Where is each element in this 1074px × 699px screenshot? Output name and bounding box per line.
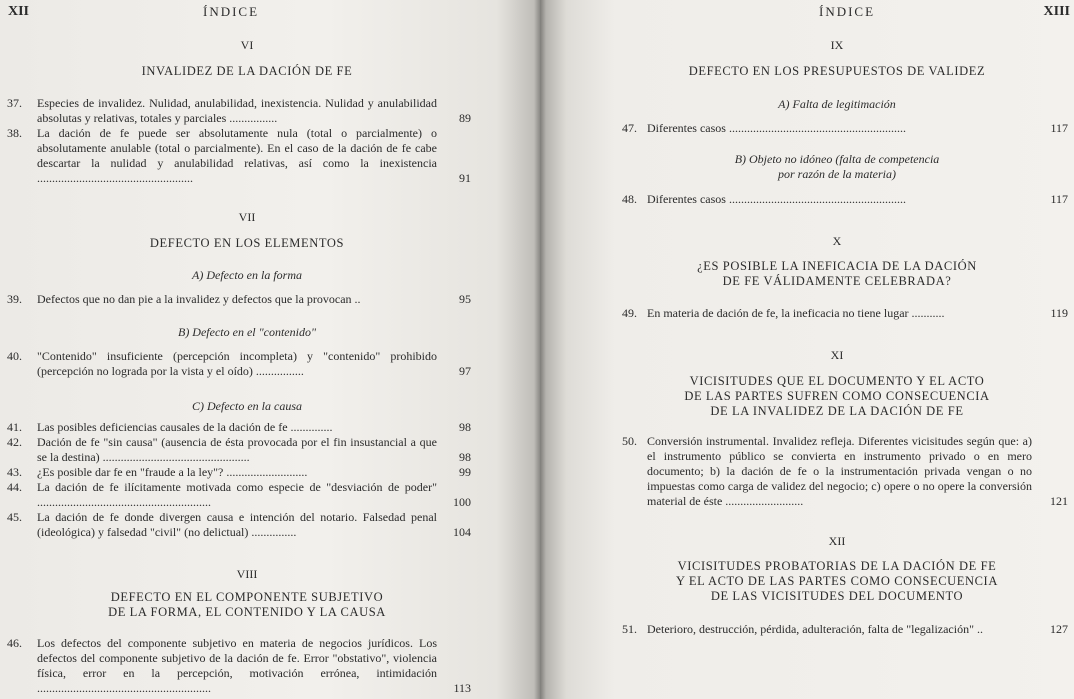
subsection-a-wrap	[622, 97, 1052, 112]
running-head: ÍNDICE	[203, 4, 260, 19]
entry-number: 38.	[7, 126, 22, 140]
entry-page: 104	[453, 525, 471, 539]
entry-list-xi	[622, 434, 1068, 509]
running-head: ÍNDICE	[819, 4, 876, 19]
section-xii-title-wrap	[622, 559, 1052, 604]
entry-number: 43.	[7, 465, 22, 479]
entry-list-x	[622, 306, 1068, 321]
entry-text: Defectos que no dan pie a la invalidez y defectos que la provocan ..	[37, 292, 361, 306]
entry-page: 119	[1050, 306, 1068, 320]
entry-number: 39.	[7, 292, 22, 306]
entry-list-ix-a	[622, 121, 1068, 136]
toc-entry[interactable]	[622, 434, 1068, 509]
entry-text: En materia de dación de fe, la ineficacia no tiene lugar ...........	[647, 306, 945, 320]
section-viii	[37, 567, 457, 582]
entry-text: Especies de invalidez. Nulidad, anulabilidad, inexistencia. Nulidad y anulabilidad absolutas y relativas, totales y parciales ................	[37, 96, 437, 125]
chapter-title-line: DEFECTO EN EL COMPONENTE SUBJETIVO	[110, 590, 384, 604]
chapter-title: DEFECTO EN LOS ELEMENTOS	[149, 236, 345, 250]
subsection-b-wrap	[622, 152, 1052, 182]
section-ix-title-wrap	[622, 64, 1052, 79]
toc-entry[interactable]	[7, 465, 471, 480]
chapter-title: DEFECTO EN LOS PRESUPUESTOS DE VALIDEZ	[688, 64, 986, 78]
entry-text: Diferentes casos ...........................................................	[647, 192, 906, 206]
subsection-heading: C) Defecto en la causa	[192, 399, 302, 413]
chapter-number: IX	[830, 38, 844, 52]
entry-number: 46.	[7, 636, 22, 650]
entry-page: 98	[459, 450, 471, 464]
entry-list-vii-b	[7, 349, 471, 379]
toc-entry[interactable]	[622, 306, 1068, 321]
book-gutter	[534, 0, 546, 699]
toc-entry[interactable]	[7, 292, 471, 307]
subsection-c-wrap	[37, 399, 457, 414]
toc-entry[interactable]	[7, 349, 471, 379]
entry-text: Conversión instrumental. Invalidez refleja. Diferentes vicisitudes según que: a) el instrumento público se convierta en instrumento privado o en mero documento; b) la dación de fe o la instrumentación privada vengan o no impuestas como carga de validez del negocio; c) opere o no opere la conversión material de éste ..........................	[647, 434, 1032, 508]
section-vii-title-wrap	[37, 236, 457, 251]
entry-text: ¿Es posible dar fe en "fraude a la ley"? ...........................	[37, 465, 308, 479]
entry-text: La dación de fe donde divergen causa e intención del notario. Falsedad penal (ideológica) y falsedad "civil" (no delictual) ...............	[37, 510, 437, 539]
subsection-a-wrap	[37, 268, 457, 283]
section-ix	[622, 38, 1052, 53]
chapter-number: VII	[238, 210, 256, 224]
entry-text: La dación de fe ilícitamente motivada como especie de "desviación de poder" ..........................................................	[37, 480, 437, 509]
entry-text: Deterioro, destrucción, pérdida, adulteración, falta de "legalización" ..	[647, 622, 983, 636]
section-x-title-wrap	[622, 259, 1052, 289]
toc-entry[interactable]	[622, 192, 1068, 207]
entry-page: 99	[459, 465, 471, 479]
toc-entry[interactable]	[7, 480, 471, 510]
entry-number: 47.	[622, 121, 637, 135]
entry-page: 98	[459, 420, 471, 434]
entry-page: 117	[1050, 121, 1068, 135]
toc-entry[interactable]	[7, 96, 471, 126]
toc-entry[interactable]	[7, 510, 471, 540]
chapter-title: INVALIDEZ DE LA DACIÓN DE FE	[141, 64, 353, 78]
chapter-number: VIII	[236, 567, 258, 581]
right-page	[540, 0, 1074, 699]
toc-entry[interactable]	[622, 622, 1068, 637]
chapter-title-line: DE LAS PARTES SUFREN COMO CONSECUENCIA	[684, 389, 990, 403]
entry-number: 49.	[622, 306, 637, 320]
entry-page: 89	[459, 111, 471, 125]
subsection-heading: B) Defecto en el "contenido"	[177, 325, 317, 339]
entry-number: 48.	[622, 192, 637, 206]
entry-number: 42.	[7, 435, 22, 449]
subsection-heading-line: por razón de la materia)	[778, 167, 896, 181]
chapter-number: XII	[828, 534, 846, 548]
subsection-b-wrap	[37, 325, 457, 340]
entry-list-vii-c	[7, 420, 471, 540]
entry-number: 41.	[7, 420, 22, 434]
chapter-number: X	[832, 234, 842, 248]
entry-page: 121	[1050, 494, 1068, 508]
chapter-title-line: VICISITUDES PROBATORIAS DE LA DACIÓN DE FE	[677, 559, 997, 573]
entry-number: 50.	[622, 434, 637, 448]
chapter-title-line: DE LA INVALIDEZ DE LA DACIÓN DE FE	[710, 404, 964, 418]
entry-number: 40.	[7, 349, 22, 363]
chapter-title-line: ¿ES POSIBLE LA INEFICACIA DE LA DACIÓN	[697, 259, 977, 273]
section-x	[622, 234, 1052, 249]
toc-entry[interactable]	[7, 636, 471, 696]
subsection-heading: A) Falta de legitimación	[778, 97, 896, 111]
toc-entry[interactable]	[7, 420, 471, 435]
entry-list-vii-a	[7, 292, 471, 307]
entry-page: 117	[1050, 192, 1068, 206]
entry-list-viii	[7, 636, 471, 696]
entry-page: 97	[459, 364, 471, 378]
toc-entry[interactable]	[7, 126, 471, 186]
entry-list-vi	[7, 96, 471, 186]
section-xii	[622, 534, 1052, 549]
entry-text: Los defectos del componente subjetivo en materia de negocios jurídicos. Los defectos del componente subjetivo de la dación de fe. Error "obstativo", violencia física, error en la percepción, motivación errónea, intimidación ..........................................................	[37, 636, 437, 695]
entry-page: 100	[453, 495, 471, 509]
entry-list-xii	[622, 622, 1068, 637]
chapter-title-line: Y EL ACTO DE LAS PARTES COMO CONSECUENCIA	[676, 574, 998, 588]
entry-text: Dación de fe "sin causa" (ausencia de ésta provocada por el fin insustancial a que se la destina) .................................................	[37, 435, 437, 464]
page-number: XII	[8, 4, 30, 19]
entry-text: Diferentes casos ...........................................................	[647, 121, 906, 135]
entry-page: 91	[459, 171, 471, 185]
chapter-number: XI	[830, 348, 844, 362]
chapter-title-line: VICISITUDES QUE EL DOCUMENTO Y EL ACTO	[689, 374, 985, 388]
section-xi	[622, 348, 1052, 363]
section-vi	[37, 38, 457, 53]
entry-page: 95	[459, 292, 471, 306]
chapter-number: VI	[240, 38, 254, 52]
page-number: XIII	[1043, 4, 1070, 19]
entry-text: Las posibles deficiencias causales de la dación de fe ..............	[37, 420, 333, 434]
entry-number: 44.	[7, 480, 22, 494]
entry-number: 51.	[622, 622, 637, 636]
entry-text: La dación de fe puede ser absolutamente nula (total o parcialmente) o absolutamente anulable (total o parcialmente). En el caso de la dación de fe cabe descartar la nulidad y anulabilidad relativas, así como la inexistencia ....................................................	[37, 126, 437, 185]
toc-entry[interactable]	[622, 121, 1068, 136]
section-vi-title-wrap	[37, 64, 457, 79]
entry-page: 113	[453, 681, 471, 695]
toc-entry[interactable]	[7, 435, 471, 465]
subsection-heading: A) Defecto en la forma	[192, 268, 302, 282]
subsection-heading-line: B) Objeto no idóneo (falta de competencia	[734, 152, 940, 166]
entry-number: 45.	[7, 510, 22, 524]
chapter-title-line: DE LA FORMA, EL CONTENIDO Y LA CAUSA	[108, 605, 386, 619]
section-vii	[37, 210, 457, 225]
section-viii-title-wrap	[37, 590, 457, 620]
chapter-title-line: DE LAS VICISITUDES DEL DOCUMENTO	[710, 589, 964, 603]
section-xi-title-wrap	[622, 374, 1052, 419]
chapter-title-line: DE FE VÁLIDAMENTE CELEBRADA?	[722, 274, 952, 288]
entry-page: 127	[1050, 622, 1068, 636]
entry-list-ix-b	[622, 192, 1068, 207]
entry-text: "Contenido" insuficiente (percepción incompleta) y "contenido" prohibido (percepción no lograda por la vista y el oído) ................	[37, 349, 437, 378]
entry-number: 37.	[7, 96, 22, 110]
